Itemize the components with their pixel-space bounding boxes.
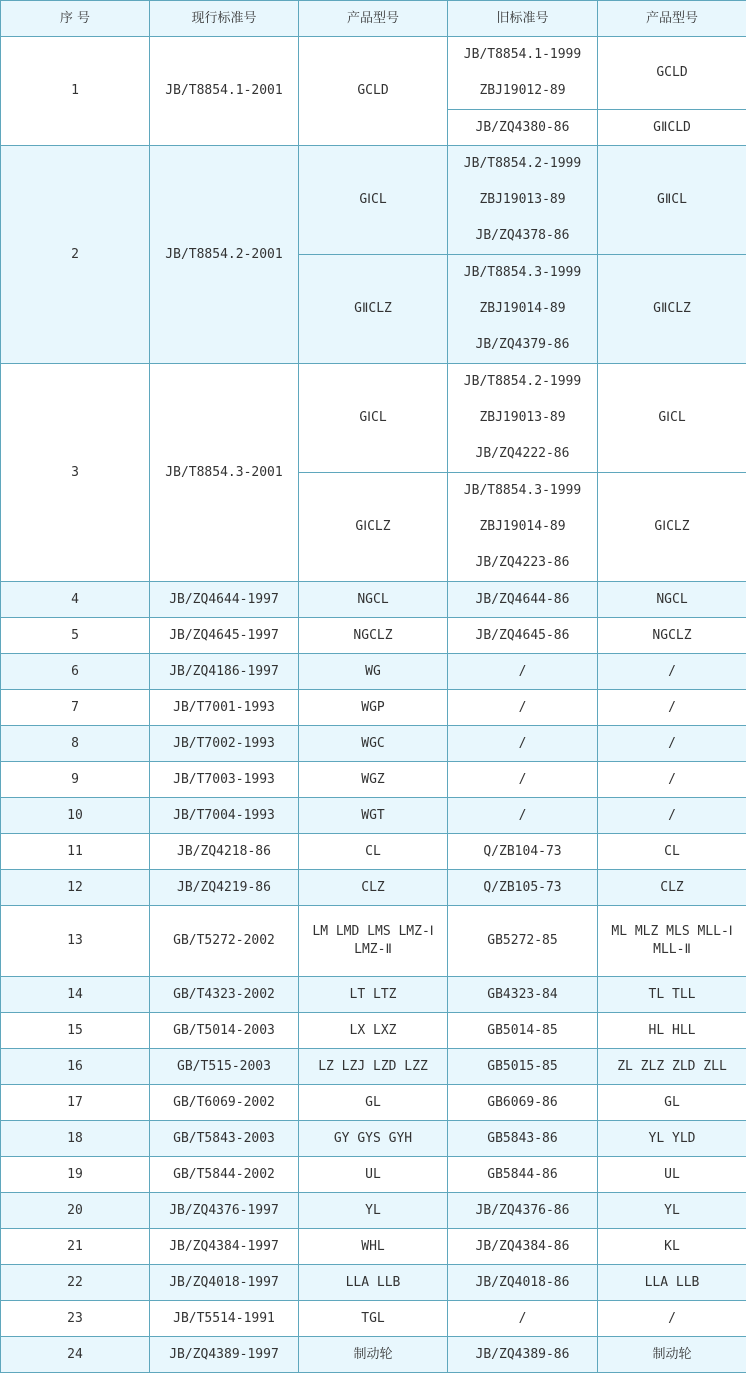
- table-row: [1, 654, 746, 690]
- cell-old-product-model: /: [598, 690, 746, 726]
- table-row: [1, 1157, 746, 1193]
- cell-old-standard: JB/ZQ4389-86: [448, 1337, 598, 1373]
- cell-old-product-model: LLA LLB: [598, 1265, 746, 1301]
- cell-product-model: WG: [299, 654, 448, 690]
- header-index: 序 号: [1, 1, 150, 37]
- cell-current-standard: JB/ZQ4186-1997: [150, 654, 299, 690]
- cell-index: 22: [1, 1265, 150, 1301]
- cell-index: 11: [1, 834, 150, 870]
- cell-product-model: CL: [299, 834, 448, 870]
- cell-old-standard: /: [448, 762, 598, 798]
- cell-current-standard: GB/T5014-2003: [150, 1013, 299, 1049]
- cell-index: 10: [1, 798, 150, 834]
- cell-current-standard: JB/ZQ4018-1997: [150, 1265, 299, 1301]
- cell-product-model: GⅠCLZ: [299, 473, 448, 582]
- cell-current-standard: JB/ZQ4644-1997: [150, 582, 299, 618]
- old-standard-line: JB/T8854.3-1999: [450, 473, 595, 509]
- table-row: [1, 1301, 746, 1337]
- cell-index: 19: [1, 1157, 150, 1193]
- cell-current-standard: JB/T7004-1993: [150, 798, 299, 834]
- cell-current-standard: GB/T5843-2003: [150, 1121, 299, 1157]
- table-row: [1, 1337, 746, 1373]
- cell-index: 21: [1, 1229, 150, 1265]
- cell-old-standard: GB6069-86: [448, 1085, 598, 1121]
- table-row: [1, 1049, 746, 1085]
- cell-old-standard: [448, 146, 598, 255]
- table-row: [1, 906, 746, 977]
- cell-old-standard: /: [448, 654, 598, 690]
- table-row: [1, 798, 746, 834]
- cell-current-standard: JB/T7001-1993: [150, 690, 299, 726]
- table-row: [1, 762, 746, 798]
- cell-old-product-model: /: [598, 726, 746, 762]
- cell-old-standard: JB/ZQ4645-86: [448, 618, 598, 654]
- cell-current-standard: GB/T5272-2002: [150, 906, 299, 977]
- table-row: [1, 618, 746, 654]
- table-row: [1, 977, 746, 1013]
- cell-current-standard: JB/T8854.1-2001: [150, 37, 299, 146]
- header-product-model: 产品型号: [299, 1, 448, 37]
- cell-product-model: GL: [299, 1085, 448, 1121]
- cell-index: 14: [1, 977, 150, 1013]
- cell-product-model: WGC: [299, 726, 448, 762]
- cell-product-model: LT LTZ: [299, 977, 448, 1013]
- old-standard-line: ZBJ19013-89: [450, 182, 595, 218]
- cell-product-model: GⅡCLZ: [299, 255, 448, 364]
- cell-product-model: NGCLZ: [299, 618, 448, 654]
- table-row: [1, 834, 746, 870]
- old-standard-line: JB/T8854.3-1999: [450, 255, 595, 291]
- cell-old-standard: Q/ZB105-73: [448, 870, 598, 906]
- old-standard-line: JB/ZQ4379-86: [450, 327, 595, 363]
- table-row: [1, 1121, 746, 1157]
- cell-old-product-model: ZL ZLZ ZLD ZLL: [598, 1049, 746, 1085]
- cell-product-model: WGT: [299, 798, 448, 834]
- cell-old-standard: [448, 364, 598, 473]
- table-row: [1, 1085, 746, 1121]
- cell-old-standard: GB5844-86: [448, 1157, 598, 1193]
- cell-old-standard: GB5272-85: [448, 906, 598, 977]
- table-row: [1, 1013, 746, 1049]
- cell-index: 7: [1, 690, 150, 726]
- cell-product-model: YL: [299, 1193, 448, 1229]
- cell-old-product-model: NGCL: [598, 582, 746, 618]
- cell-current-standard: JB/ZQ4218-86: [150, 834, 299, 870]
- cell-product-model: LLA LLB: [299, 1265, 448, 1301]
- cell-index: 15: [1, 1013, 150, 1049]
- cell-product-model: GⅠCL: [299, 146, 448, 255]
- cell-old-standard: GB5014-85: [448, 1013, 598, 1049]
- cell-old-product-model: KL: [598, 1229, 746, 1265]
- table-row: [1, 37, 746, 110]
- old-standard-line: ZBJ19014-89: [450, 291, 595, 327]
- cell-old-standard: [448, 473, 598, 582]
- cell-old-product-model: GⅡCLZ: [598, 255, 746, 364]
- cell-product-model: NGCL: [299, 582, 448, 618]
- cell-old-product-model: GL: [598, 1085, 746, 1121]
- cell-index: 24: [1, 1337, 150, 1373]
- cell-product-model: LX LXZ: [299, 1013, 448, 1049]
- cell-old-standard: /: [448, 690, 598, 726]
- cell-current-standard: JB/ZQ4645-1997: [150, 618, 299, 654]
- cell-old-product-model: 制动轮: [598, 1337, 746, 1373]
- cell-current-standard: GB/T515-2003: [150, 1049, 299, 1085]
- cell-old-product-model: /: [598, 1301, 746, 1337]
- cell-index: 17: [1, 1085, 150, 1121]
- table-row: [1, 582, 746, 618]
- table-row: [1, 726, 746, 762]
- cell-current-standard: JB/ZQ4384-1997: [150, 1229, 299, 1265]
- cell-current-standard: JB/T5514-1991: [150, 1301, 299, 1337]
- cell-old-product-model: NGCLZ: [598, 618, 746, 654]
- cell-old-standard: JB/ZQ4380-86: [448, 110, 598, 146]
- cell-index: 3: [1, 364, 150, 582]
- cell-current-standard: GB/T6069-2002: [150, 1085, 299, 1121]
- cell-index: 9: [1, 762, 150, 798]
- old-standard-line: JB/T8854.2-1999: [450, 364, 595, 400]
- cell-index: 20: [1, 1193, 150, 1229]
- cell-product-model: LZ LZJ LZD LZZ: [299, 1049, 448, 1085]
- cell-product-model: WGP: [299, 690, 448, 726]
- cell-index: 18: [1, 1121, 150, 1157]
- old-standard-line: JB/T8854.1-1999: [450, 37, 595, 73]
- cell-old-product-model: /: [598, 654, 746, 690]
- cell-old-standard: GB5015-85: [448, 1049, 598, 1085]
- cell-current-standard: GB/T5844-2002: [150, 1157, 299, 1193]
- header-old-standard: 旧标准号: [448, 1, 598, 37]
- cell-old-standard: [448, 255, 598, 364]
- cell-product-model: GⅠCL: [299, 364, 448, 473]
- cell-index: 23: [1, 1301, 150, 1337]
- cell-old-standard: JB/ZQ4018-86: [448, 1265, 598, 1301]
- cell-index: 8: [1, 726, 150, 762]
- cell-index: 4: [1, 582, 150, 618]
- header-old-product-model: 产品型号: [598, 1, 746, 37]
- cell-old-standard: GB5843-86: [448, 1121, 598, 1157]
- cell-index: 6: [1, 654, 150, 690]
- cell-index: 5: [1, 618, 150, 654]
- table-row: [1, 690, 746, 726]
- cell-product-model: TGL: [299, 1301, 448, 1337]
- cell-old-product-model: GCLD: [598, 37, 746, 110]
- table-row: [1, 364, 746, 473]
- cell-index: 1: [1, 37, 150, 146]
- old-standard-line: JB/ZQ4222-86: [450, 436, 595, 472]
- cell-product-model: CLZ: [299, 870, 448, 906]
- old-standard-line: ZBJ19012-89: [450, 73, 595, 109]
- table-row: [1, 870, 746, 906]
- cell-current-standard: JB/ZQ4219-86: [150, 870, 299, 906]
- cell-product-model: GY GYS GYH: [299, 1121, 448, 1157]
- old-standard-line: JB/ZQ4378-86: [450, 218, 595, 254]
- cell-old-product-model: GⅡCLD: [598, 110, 746, 146]
- cell-index: 16: [1, 1049, 150, 1085]
- cell-old-product-model: GⅠCLZ: [598, 473, 746, 582]
- cell-old-standard: /: [448, 726, 598, 762]
- cell-old-standard: Q/ZB104-73: [448, 834, 598, 870]
- cell-old-product-model: HL HLL: [598, 1013, 746, 1049]
- cell-old-product-model: CL: [598, 834, 746, 870]
- cell-old-product-model: UL: [598, 1157, 746, 1193]
- table-row: [1, 146, 746, 255]
- cell-old-standard: JB/ZQ4376-86: [448, 1193, 598, 1229]
- cell-old-product-model: /: [598, 798, 746, 834]
- cell-current-standard: JB/T8854.2-2001: [150, 146, 299, 364]
- cell-product-model: WGZ: [299, 762, 448, 798]
- header-current-standard: 现行标准号: [150, 1, 299, 37]
- cell-old-standard: JB/ZQ4644-86: [448, 582, 598, 618]
- cell-current-standard: JB/ZQ4376-1997: [150, 1193, 299, 1229]
- cell-old-standard: [448, 37, 598, 110]
- table-row: [1, 1193, 746, 1229]
- table-row: [1, 1265, 746, 1301]
- cell-old-product-model: CLZ: [598, 870, 746, 906]
- old-standard-line: ZBJ19013-89: [450, 400, 595, 436]
- old-standard-line: JB/T8854.2-1999: [450, 146, 595, 182]
- cell-old-standard: /: [448, 1301, 598, 1337]
- cell-product-model: 制动轮: [299, 1337, 448, 1373]
- cell-current-standard: JB/T7003-1993: [150, 762, 299, 798]
- cell-old-standard: /: [448, 798, 598, 834]
- cell-old-product-model: /: [598, 762, 746, 798]
- table-row: [1, 1229, 746, 1265]
- cell-product-model: UL: [299, 1157, 448, 1193]
- cell-current-standard: JB/T8854.3-2001: [150, 364, 299, 582]
- cell-old-standard: JB/ZQ4384-86: [448, 1229, 598, 1265]
- cell-old-product-model: GⅡCL: [598, 146, 746, 255]
- cell-old-product-model: ML MLZ MLS MLL-Ⅰ MLL-Ⅱ: [598, 906, 746, 977]
- cell-product-model: LM LMD LMS LMZ-Ⅰ LMZ-Ⅱ: [299, 906, 448, 977]
- cell-current-standard: JB/ZQ4389-1997: [150, 1337, 299, 1373]
- cell-current-standard: GB/T4323-2002: [150, 977, 299, 1013]
- cell-index: 12: [1, 870, 150, 906]
- cell-index: 2: [1, 146, 150, 364]
- cell-old-product-model: TL TLL: [598, 977, 746, 1013]
- cell-old-product-model: YL: [598, 1193, 746, 1229]
- header-row: [1, 1, 746, 37]
- old-standard-line: JB/ZQ4223-86: [450, 545, 595, 581]
- cell-index: 13: [1, 906, 150, 977]
- cell-current-standard: JB/T7002-1993: [150, 726, 299, 762]
- cell-old-standard: GB4323-84: [448, 977, 598, 1013]
- cell-old-product-model: YL YLD: [598, 1121, 746, 1157]
- cell-old-product-model: GⅠCL: [598, 364, 746, 473]
- cell-product-model: GCLD: [299, 37, 448, 146]
- old-standard-line: ZBJ19014-89: [450, 509, 595, 545]
- cell-product-model: WHL: [299, 1229, 448, 1265]
